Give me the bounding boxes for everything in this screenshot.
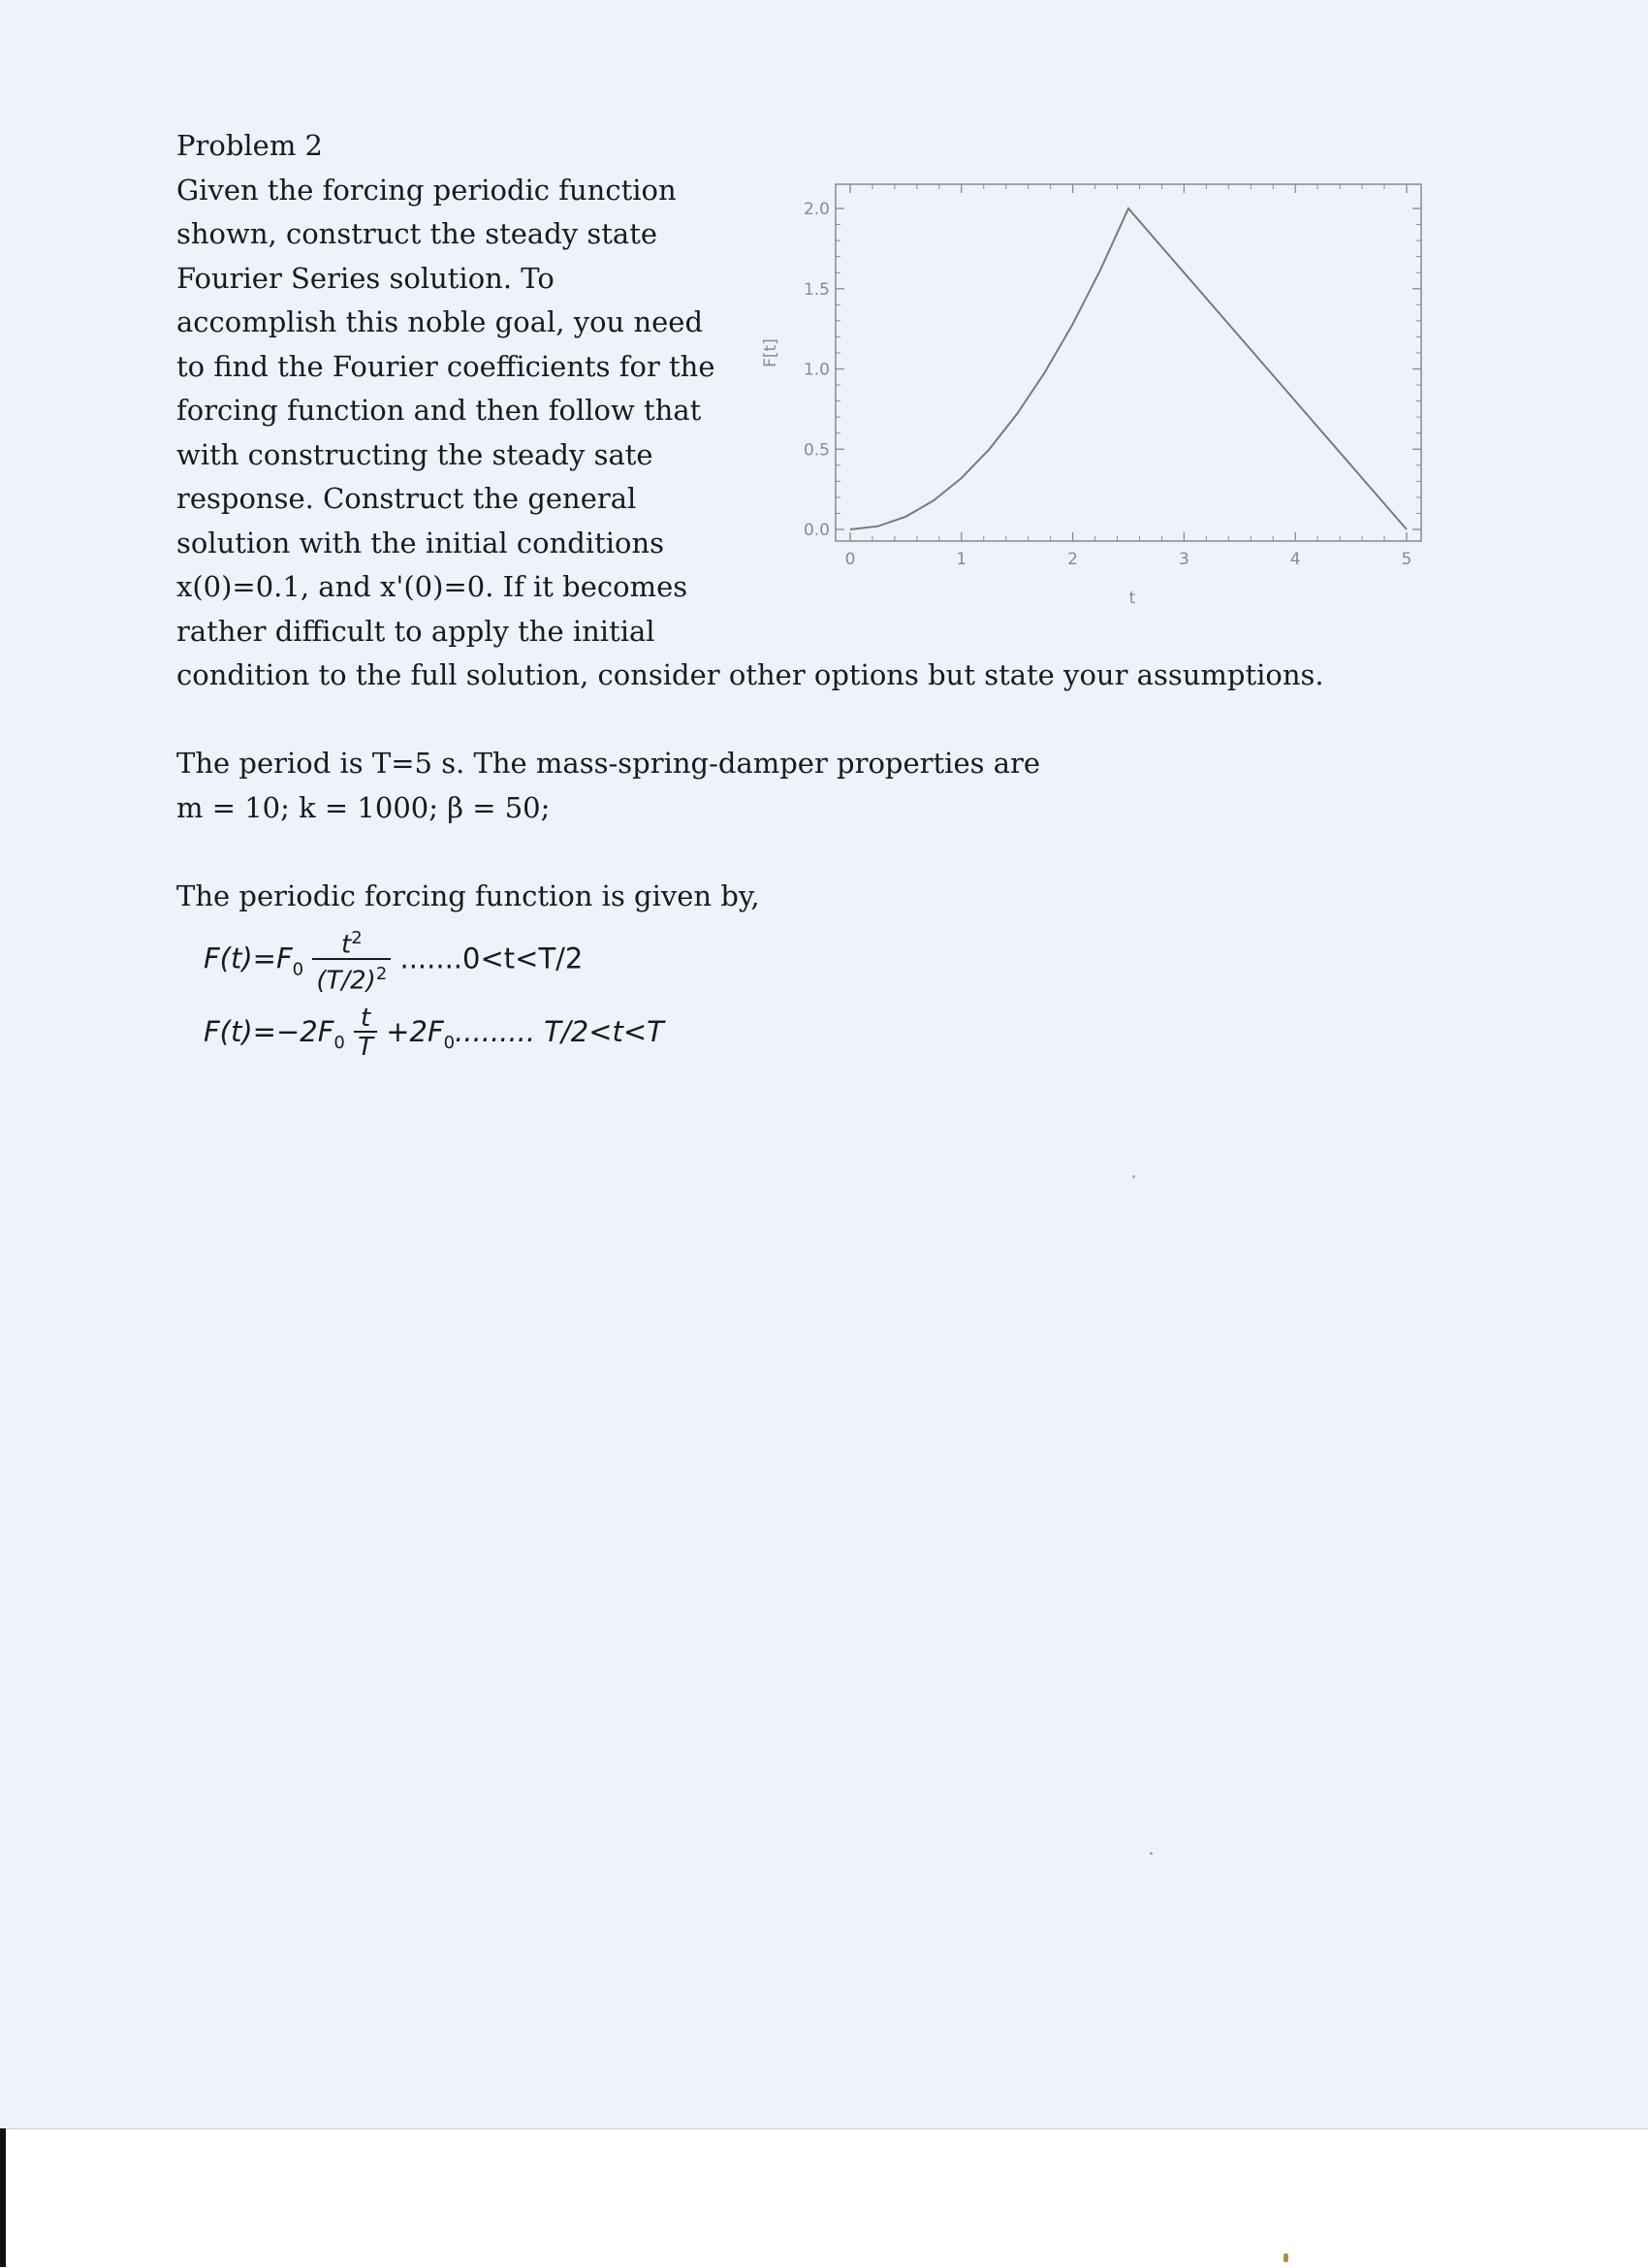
x-tick-label: 1	[956, 550, 967, 569]
x-tick-label: 2	[1067, 550, 1078, 569]
x-tick-label: 3	[1179, 550, 1189, 569]
y-tick-label: 1.0	[804, 361, 830, 380]
x-axis-label: t	[1129, 589, 1136, 608]
scan-speck	[1132, 1175, 1135, 1178]
period-line: The period is T=5 s. The mass-spring-damper properties are	[176, 742, 1040, 786]
scan-speck	[1150, 1852, 1153, 1855]
forcing-function-chart	[756, 175, 1435, 621]
intro-line: condition to the full solution, consider other options but state your assumptions.	[176, 654, 1324, 698]
problem-title: Problem 2	[176, 124, 1324, 169]
x-tick-label: 0	[845, 550, 856, 569]
forcing-intro: The periodic forcing function is given by,	[176, 875, 760, 919]
intro-line: to find the Fourier coefficients for the	[176, 345, 1324, 390]
scan-edge	[0, 2128, 6, 2267]
x-tick-label: 5	[1402, 550, 1412, 569]
y-tick-label: 0.5	[804, 440, 830, 460]
intro-line: accomplish this noble goal, you need	[176, 301, 1324, 345]
properties-line: m = 10; k = 1000; β = 50;	[176, 786, 1040, 831]
intro-line: rather difficult to apply the initial	[176, 610, 1324, 655]
plot-frame	[836, 184, 1421, 541]
intro-line: response. Construct the general	[176, 477, 1324, 522]
equation-2: $F(t)=-2F_0$ $\frac{t}{T}$ $+2F_0$......... T/2<t<T	[204, 1006, 664, 1062]
intro-line: Given the forcing periodic function	[176, 169, 1324, 213]
scan-speck	[1284, 2253, 1288, 2262]
series-line	[850, 208, 1407, 529]
intro-line: Fourier Series solution. To	[176, 257, 1324, 302]
x-tick-label: 4	[1290, 550, 1301, 569]
intro-line: x(0)=0.1, and x'(0)=0. If it becomes	[176, 565, 1324, 610]
period-text	[176, 742, 1040, 830]
y-tick-label: 1.5	[804, 280, 830, 300]
intro-line: shown, construct the steady state	[176, 212, 1324, 257]
intro-line: forcing function and then follow that	[176, 389, 1324, 433]
equation-1-fraction: $\frac{t^2}{(T/2)^2}$	[312, 926, 391, 995]
equation-2-fraction: $\frac{t}{T}$	[354, 1006, 377, 1062]
y-tick-label: 2.0	[804, 200, 830, 219]
intro-line: with constructing the steady sate	[176, 433, 1324, 478]
scanner-margin	[0, 2128, 1648, 2268]
equation-1: $F(t)=F_0$ $\frac{t^2}{(T/2)^2}$ .......0<t<T/2	[204, 926, 583, 995]
y-tick-label: 0.0	[804, 521, 830, 540]
y-axis-label: F[t]	[761, 338, 780, 367]
intro-line: solution with the initial conditions	[176, 522, 1324, 566]
